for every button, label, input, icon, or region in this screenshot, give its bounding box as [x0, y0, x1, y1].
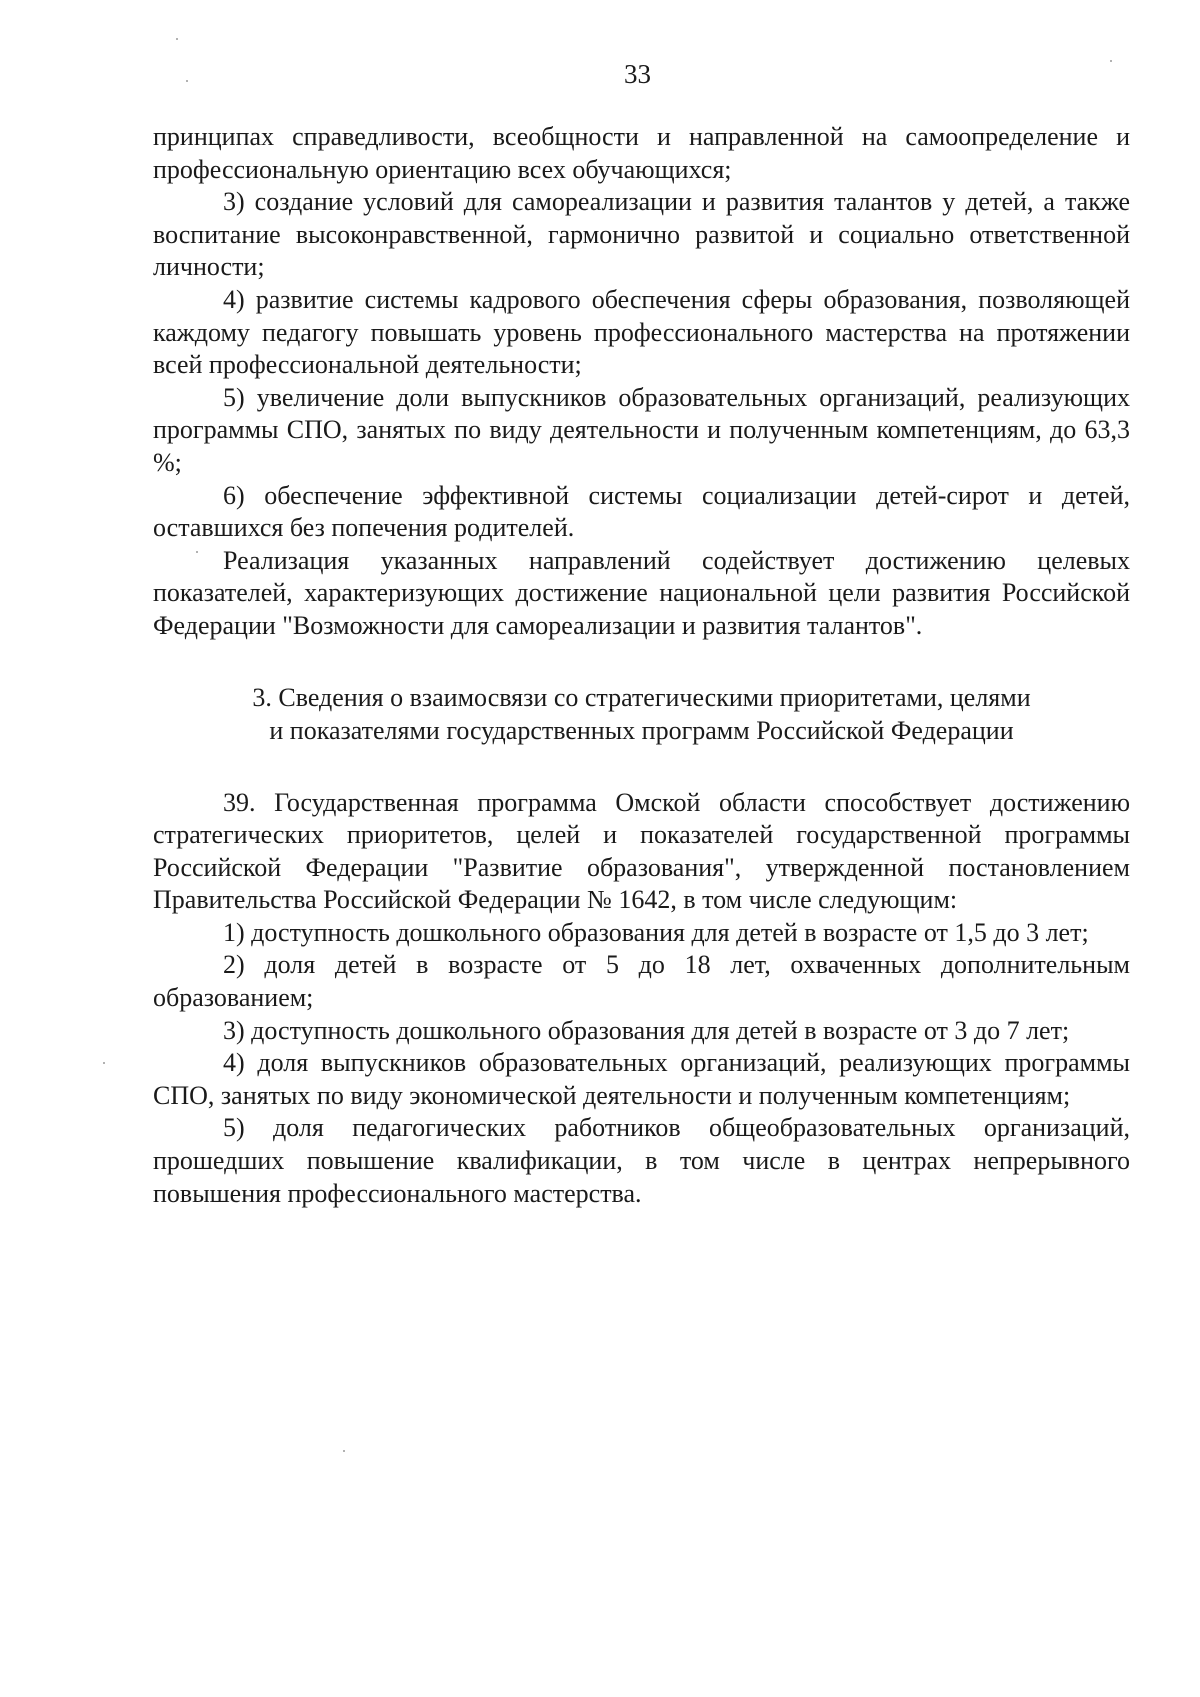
indicator-item-3: 3) доступность дошкольного образования для детей в возрасте от 3 до 7 лет;	[223, 1015, 1070, 1045]
section-heading-line-1: 3. Сведения о взаимосвязи со стратегическими приоритетами, целями	[252, 682, 1031, 712]
scan-speck	[196, 551, 198, 553]
list-item-4: 4) развитие системы кадрового обеспечения сферы образования, позволяющей каждому педагогу повышать уровень профессионального мастерства на протяжении всей профессиональной деятельности;	[153, 284, 1130, 380]
list-item-3: 3) создание условий для самореализации и развития талантов у детей, а также воспитание высоконравственной, гармонично развитой и социально ответственной личности;	[153, 187, 1130, 282]
scan-speck	[343, 1450, 345, 1452]
paragraph-implementation: Реализация указанных направлений содействует достижению целевых показателей, характеризующих достижение национальной цели развития Российской Федерации "Возможности для самореализации и развития талантов".	[153, 545, 1130, 640]
section-heading-line-2: и показателями государственных программ Российской Федерации	[269, 715, 1014, 745]
section-heading	[153, 681, 1130, 747]
list-item-6: 6) обеспечение эффективной системы социализации детей-сирот и детей, оставшихся без попечения родителей.	[153, 480, 1130, 543]
scan-speck	[103, 1062, 105, 1064]
scan-speck	[176, 38, 178, 40]
indicator-item-2: 2) доля детей в возрасте от 5 до 18 лет, охваченных дополнительным образованием;	[153, 950, 1130, 1013]
document-body	[153, 121, 1130, 1210]
paragraph-continuation: принципах справедливости, всеобщности и направленной на самоопределение и профессиональную ориентацию всех обучающихся;	[153, 122, 1130, 184]
scan-speck	[186, 80, 188, 82]
scan-speck	[1110, 60, 1112, 62]
indicator-item-5: 5) доля педагогических работников общеобразовательных организаций, прошедших повышение квалификации, в том числе в центрах непрерывного повышения профессионального мастерства.	[153, 1113, 1130, 1208]
list-item-5: 5) увеличение доли выпускников образовательных организаций, реализующих программы СПО, занятых по виду деятельности и полученным компетенциям, до 63,3 %;	[153, 382, 1130, 477]
indicator-item-4: 4) доля выпускников образовательных организаций, реализующих программы СПО, занятых по виду экономической деятельности и полученным компетенциям;	[153, 1048, 1130, 1110]
indicator-item-1: 1) доступность дошкольного образования для детей в возрасте от 1,5 до 3 лет;	[223, 917, 1089, 947]
page-number: 33	[624, 59, 651, 89]
paragraph-39: 39. Государственная программа Омской области способствует достижению стратегических приоритетов, целей и показателей государственной программы Российской Федерации "Развитие образования", утвержденной постановлением Правительства Российской Федерации № 1642, в том числе следующим:	[153, 787, 1130, 915]
